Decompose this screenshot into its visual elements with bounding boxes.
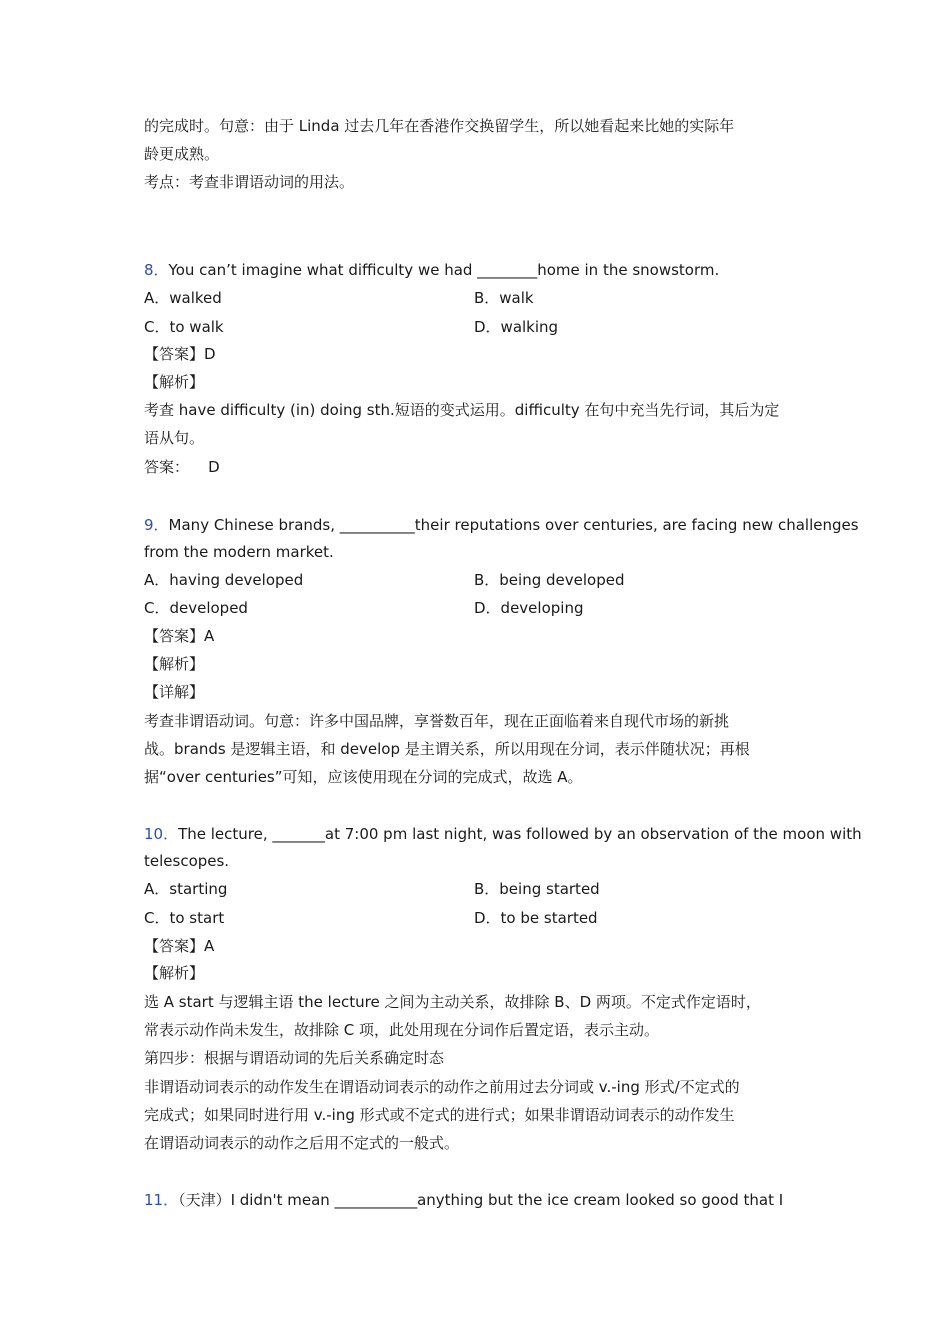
option-b: B．being started: [474, 880, 600, 898]
explanation-line: 据“over centuries”可知，应该使用现在分词的完成式，故选 A。: [144, 768, 583, 786]
analysis-label: 【解析】: [144, 964, 205, 982]
question-8-stem: [144, 260, 719, 280]
question-number: 9．: [144, 516, 169, 534]
option-d: D．walking: [474, 318, 559, 336]
intro-line-2: 龄更成熟。: [144, 145, 220, 163]
analysis-label: 【解析】: [144, 373, 205, 391]
option-a: A．having developed: [144, 571, 304, 589]
explanation-line: 考查非谓语动词。句意：许多中国品牌，享誉数百年，现在正面临着来自现代市场的新挑: [144, 712, 730, 730]
analysis-label: 【解析】: [144, 655, 205, 673]
answer: 【答案】D: [144, 345, 216, 363]
explanation-line: 考查 have difficulty (in) doing sth.短语的变式运用。difficulty 在句中充当先行词，其后为定: [144, 401, 780, 419]
explanation-line: 在谓语动词表示的动作之后用不定式的一般式。: [144, 1134, 460, 1152]
option-d: D．developing: [474, 599, 584, 617]
option-c: C．to walk: [144, 318, 224, 336]
question-10-stem: [144, 824, 862, 844]
explanation-line: 语从句。: [144, 429, 205, 447]
explanation-line: 常表示动作尚未发生，故排除 C 项，此处用现在分词作后置定语，表示主动。: [144, 1021, 660, 1039]
explanation-line: 选 A start 与逻辑主语 the lecture 之间为主动关系，故排除 B、D 两项。不定式作定语时，: [144, 993, 761, 1011]
answer: 【答案】A: [144, 937, 215, 955]
question-11-stem: [144, 1190, 783, 1210]
answer: 【答案】A: [144, 627, 215, 645]
question-9-stem: [144, 515, 859, 535]
question-text-cont: telescopes.: [144, 852, 230, 870]
question-number: 10．: [144, 825, 179, 843]
option-c: C．developed: [144, 599, 248, 617]
detail-label: 【详解】: [144, 683, 205, 701]
question-text: Many Chinese brands, __________their reputations over centuries, are facing new challenges: [168, 516, 859, 534]
question-text: （天津）I didn't mean ___________anything but the ice cream looked so good that I: [178, 1191, 784, 1209]
question-number: 11．: [144, 1191, 179, 1209]
explanation-line: 完成式；如果同时进行用 v.-ing 形式或不定式的进行式；如果非谓语动词表示的动作发生: [144, 1106, 735, 1124]
option-b: B．walk: [474, 289, 534, 307]
explanation-line: 战。brands 是逻辑主语，和 develop 是主谓关系，所以用现在分词，表示伴随状况；再根: [144, 740, 750, 758]
explanation-line: 第四步：根据与谓语动词的先后关系确定时态: [144, 1049, 445, 1067]
option-a: A．walked: [144, 289, 222, 307]
final-answer: 答案： D: [144, 458, 220, 476]
option-d: D．to be started: [474, 909, 598, 927]
intro-line-3: 考点：考查非谓语动词的用法。: [144, 173, 355, 191]
option-b: B．being developed: [474, 571, 625, 589]
option-c: C．to start: [144, 909, 225, 927]
question-number: 8．: [144, 261, 169, 279]
intro-line-1: 的完成时。句意：由于 Linda 过去几年在香港作交换留学生，所以她看起来比她的实际年: [144, 117, 735, 135]
option-a: A．starting: [144, 880, 228, 898]
question-text: The lecture, _______at 7:00 pm last night, was followed by an observation of the moon with: [178, 825, 862, 843]
explanation-line: 非谓语动词表示的动作发生在谓语动词表示的动作之前用过去分词或 v.-ing 形式/不定式的: [144, 1078, 740, 1096]
question-text-cont: from the modern market.: [144, 543, 334, 561]
question-text: You can’t imagine what difficulty we had ________home in the snowstorm.: [168, 261, 720, 279]
